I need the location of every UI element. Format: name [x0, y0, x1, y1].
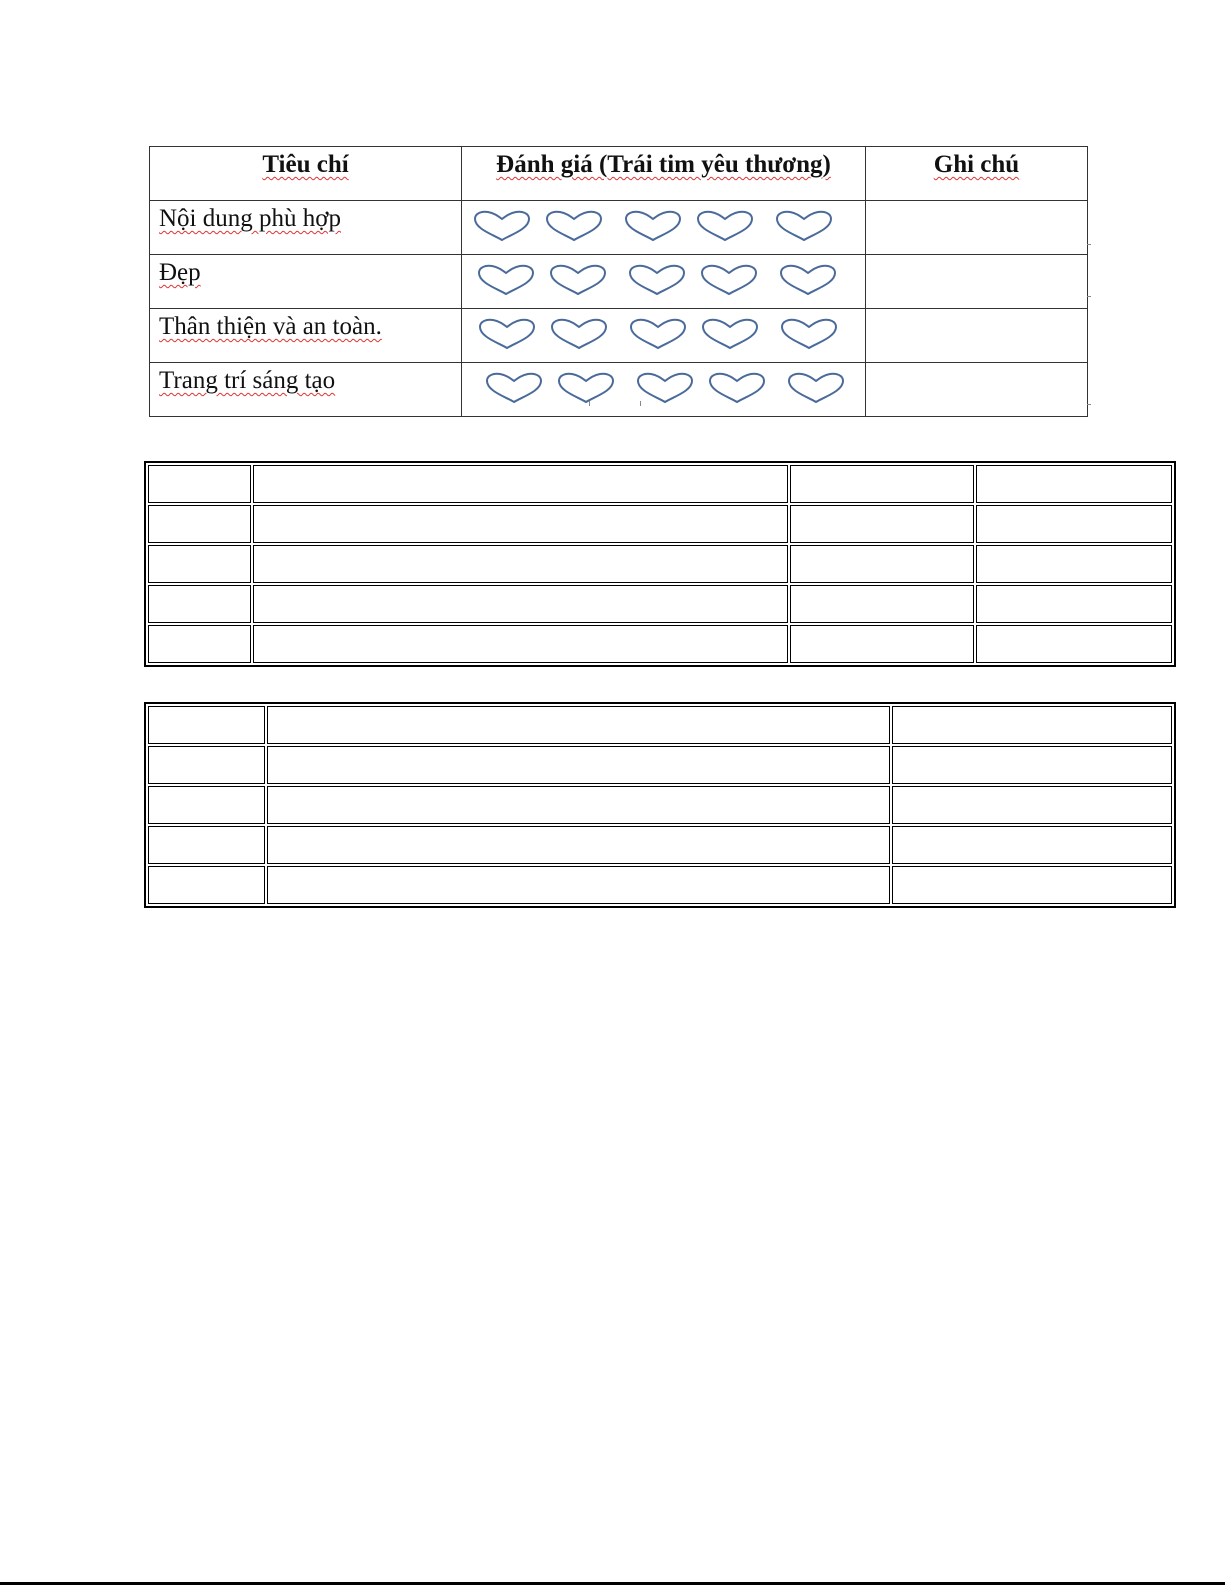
- empty-cell: [892, 786, 1172, 824]
- empty-cell: [148, 746, 265, 784]
- rating-row: [150, 255, 1088, 309]
- empty-cell: [790, 625, 973, 663]
- notes-header: Ghi chú: [866, 147, 1088, 201]
- empty-cell: [253, 505, 788, 543]
- empty-cell: [267, 786, 890, 824]
- rating-header: Đánh giá (Trái tim yêu thương): [462, 147, 866, 201]
- edge-mark: [1087, 244, 1091, 245]
- table-row: [148, 505, 1172, 543]
- hearts-cell: [462, 201, 866, 255]
- criteria-cell: Thân thiện và an toàn.: [150, 309, 462, 363]
- empty-cell: [148, 706, 265, 744]
- heart-icon: [627, 263, 687, 297]
- empty-cell: [790, 585, 973, 623]
- table-row: [148, 706, 1172, 744]
- rating-table: [149, 146, 1088, 417]
- heart-icon: [549, 317, 609, 351]
- table-row: [148, 866, 1172, 904]
- edge-mark: [640, 401, 641, 406]
- empty-cell: [148, 545, 251, 583]
- hearts-cell: [462, 309, 866, 363]
- heart-icon: [623, 209, 683, 243]
- empty-cell: [790, 465, 973, 503]
- heart-icon: [477, 317, 537, 351]
- empty-cell: [253, 545, 788, 583]
- notes-cell: [866, 363, 1088, 417]
- empty-cell: [892, 746, 1172, 784]
- empty-cell: [267, 746, 890, 784]
- edge-mark: [1087, 404, 1091, 405]
- notes-cell: [866, 255, 1088, 309]
- empty-cell: [253, 625, 788, 663]
- empty-cell: [148, 465, 251, 503]
- empty-cell: [892, 866, 1172, 904]
- heart-icon: [472, 209, 532, 243]
- criteria-cell: Nội dung phù hợp: [150, 201, 462, 255]
- table-row: [148, 826, 1172, 864]
- empty-cell: [148, 505, 251, 543]
- hearts-cell: [462, 363, 866, 417]
- empty-cell: [148, 786, 265, 824]
- edge-mark: [589, 401, 590, 406]
- empty-cell: [253, 585, 788, 623]
- heart-icon: [544, 209, 604, 243]
- heart-icon: [699, 263, 759, 297]
- rating-row: [150, 309, 1088, 363]
- rating-row: [150, 201, 1088, 255]
- heart-icon: [556, 371, 616, 405]
- heart-icon: [779, 317, 839, 351]
- hearts-cell: [462, 255, 866, 309]
- empty-cell: [267, 706, 890, 744]
- heart-icon: [707, 371, 767, 405]
- table-row: [148, 545, 1172, 583]
- blank-table-2: [144, 702, 1176, 908]
- heart-icon: [484, 371, 544, 405]
- table-row: [148, 746, 1172, 784]
- blank-table-1: [144, 461, 1176, 667]
- empty-cell: [148, 826, 265, 864]
- empty-cell: [148, 625, 251, 663]
- empty-cell: [267, 826, 890, 864]
- heart-icon: [628, 317, 688, 351]
- empty-cell: [976, 625, 1172, 663]
- notes-cell: [866, 201, 1088, 255]
- empty-cell: [790, 505, 973, 543]
- criteria-cell: Trang trí sáng tạo: [150, 363, 462, 417]
- heart-icon: [786, 371, 846, 405]
- empty-cell: [148, 585, 251, 623]
- empty-cell: [976, 585, 1172, 623]
- empty-cell: [148, 866, 265, 904]
- empty-cell: [976, 545, 1172, 583]
- criteria-cell: Đẹp: [150, 255, 462, 309]
- heart-icon: [778, 263, 838, 297]
- empty-cell: [976, 465, 1172, 503]
- table-row: [148, 465, 1172, 503]
- heart-icon: [774, 209, 834, 243]
- notes-cell: [866, 309, 1088, 363]
- table-row: [148, 625, 1172, 663]
- empty-cell: [892, 706, 1172, 744]
- criteria-header: Tiêu chí: [150, 147, 462, 201]
- empty-cell: [253, 465, 788, 503]
- heart-icon: [700, 317, 760, 351]
- empty-cell: [976, 505, 1172, 543]
- empty-cell: [267, 866, 890, 904]
- table-row: [148, 786, 1172, 824]
- rating-table-header-row: [150, 147, 1088, 201]
- rating-row: [150, 363, 1088, 417]
- heart-icon: [476, 263, 536, 297]
- empty-cell: [790, 545, 973, 583]
- table-row: [148, 585, 1172, 623]
- empty-cell: [892, 826, 1172, 864]
- heart-icon: [548, 263, 608, 297]
- heart-icon: [635, 371, 695, 405]
- heart-icon: [695, 209, 755, 243]
- edge-mark: [1087, 296, 1091, 297]
